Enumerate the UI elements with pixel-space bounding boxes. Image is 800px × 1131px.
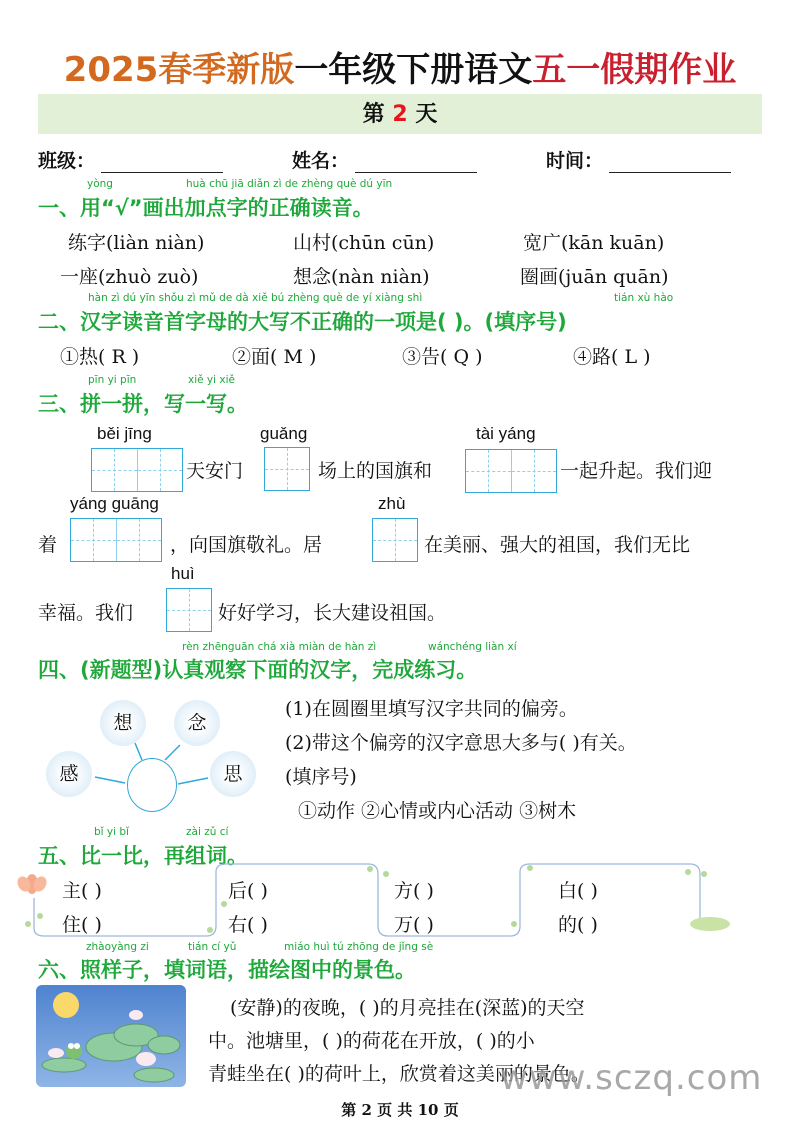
writing-grid-hui[interactable]: [166, 588, 212, 632]
s5-pair-item[interactable]: 住( ): [62, 914, 102, 936]
s3-text: 幸福。我们: [38, 602, 134, 624]
char-bubble: 想: [100, 700, 146, 746]
s3-text: ，向国旗敬礼。居: [170, 534, 323, 556]
prompt-zhu: zhù: [378, 494, 406, 513]
s6-pinyin-b: tián cí yǔ: [188, 941, 237, 953]
day-number: 2: [392, 102, 408, 127]
char-bubble: 思: [210, 751, 256, 797]
s3-pinyin-a: pīn yi pīn: [88, 374, 137, 386]
page-title: [0, 42, 800, 91]
prompt-guang: guǎng: [260, 424, 308, 443]
s6-line-2[interactable]: 中。池塘里，( )的荷花在开放，( )的小: [208, 1030, 535, 1052]
s4-options: ①动作 ②心情或内心活动 ③树木: [298, 800, 577, 822]
s2-pinyin-tail: tián xù hào: [614, 292, 674, 304]
s1-pinyin-b: huà chū jiā diǎn zì de zhèng què dú yīn: [186, 178, 393, 190]
s2-option-1: ①热( R ): [60, 346, 140, 368]
s1-item[interactable]: 宽广(kān kuān): [523, 232, 665, 254]
section2-heading: 二、汉字读音首字母的大写不正确的一项是( )。(填序号): [38, 310, 567, 334]
writing-grid-zhu[interactable]: [372, 518, 418, 562]
s3-text: 在美丽、强大的祖国，我们无比: [424, 534, 691, 556]
day-prefix: 第: [362, 101, 385, 127]
s2-pinyin: hàn zì dú yīn shǒu zì mǔ de dà xiě bú zhèng què de yí xiàng shì: [88, 292, 423, 304]
title-edition: 2025春季新版: [63, 50, 295, 90]
writing-grid-guang[interactable]: [264, 447, 310, 491]
s3-text: 一起升起。我们迎: [560, 460, 713, 482]
s1-item[interactable]: 想念(nàn niàn): [293, 266, 430, 288]
s6-pinyin-a: zhàoyàng zi: [86, 941, 149, 953]
writing-grid-taiyang[interactable]: [465, 449, 557, 493]
s4-question-1: (1)在圆圈里填写汉字共同的偏旁。: [285, 698, 578, 720]
s5-pair-item[interactable]: 万( ): [394, 914, 434, 936]
s5-pair-item[interactable]: 方( ): [394, 880, 434, 902]
section3-heading: 三、拼一拼，写一写。: [38, 392, 248, 416]
title-grade: 一年级下册语文: [294, 50, 533, 90]
s3-text: 着: [38, 534, 58, 556]
s6-line-3[interactable]: 青蛙坐在( )的荷叶上，欣赏着这美丽的景色。: [208, 1063, 590, 1085]
s2-option-4: ④路( L ): [573, 346, 651, 368]
s5-pair-item[interactable]: 主( ): [62, 880, 102, 902]
s5-pair-item[interactable]: 后( ): [228, 880, 268, 902]
char-bubble: 感: [46, 751, 92, 797]
prompt-hui: huì: [171, 564, 195, 583]
class-label: 班级：: [38, 150, 96, 172]
s5-pair-item[interactable]: 的( ): [558, 914, 598, 936]
prompt-taiyang: tài yáng: [476, 424, 536, 443]
name-field[interactable]: [292, 146, 477, 173]
class-blank[interactable]: [101, 152, 223, 173]
s1-item[interactable]: 练字(liàn niàn): [68, 232, 205, 254]
s4-pinyin-tail: wánchéng liàn xí: [428, 641, 517, 653]
section1-heading: 一、用“√”画出加点字的正确读音。: [38, 196, 374, 220]
day-banner: [38, 94, 762, 134]
page-footer: 第 2 页 共 10 页: [341, 1101, 459, 1119]
name-label: 姓名：: [292, 150, 350, 172]
s1-pinyin-a: yòng: [87, 178, 113, 190]
s2-option-2: ②面( M ): [232, 346, 317, 368]
title-holiday: 五一假期作业: [532, 50, 737, 90]
s4-question-2: (2)带这个偏旁的汉字意思大多与( )有关。: [285, 732, 637, 754]
name-blank[interactable]: [355, 152, 477, 173]
s5-pair-item[interactable]: 右( ): [228, 914, 268, 936]
time-blank[interactable]: [609, 152, 731, 173]
s3-text: 天安门: [186, 460, 244, 482]
s4-question-2-note: (填序号): [285, 766, 357, 788]
day-suffix: 天: [415, 101, 438, 127]
s3-text: 场上的国旗和: [318, 460, 433, 482]
s5-pinyin-a: bǐ yi bǐ: [94, 826, 129, 838]
char-bubble: 念: [174, 700, 220, 746]
s5-pair-item[interactable]: 白( ): [558, 880, 598, 902]
writing-grid-beijing[interactable]: [91, 448, 183, 492]
s1-item[interactable]: 山村(chūn cūn): [293, 232, 435, 254]
s3-pinyin-b: xiě yi xiě: [188, 374, 235, 386]
prompt-beijing: běi jīng: [97, 424, 152, 443]
s4-pinyin: rèn zhēnguān chá xià miàn de hàn zì: [182, 641, 377, 653]
class-field[interactable]: [38, 146, 223, 173]
pond-scene-image: [36, 985, 186, 1087]
s1-item[interactable]: 一座(zhuò zuò): [60, 266, 199, 288]
s1-item[interactable]: 圈画(juān quān): [520, 266, 669, 288]
s6-line-1[interactable]: (安静)的夜晚，( )的月亮挂在(深蓝)的天空: [230, 997, 585, 1019]
time-label: 时间：: [546, 150, 604, 172]
s6-pinyin-c: miáo huì tú zhōng de jǐng sè: [284, 941, 434, 953]
lotus-flower-icon: [14, 866, 50, 894]
section6-heading: 六、照样子，填词语，描绘图中的景色。: [38, 958, 416, 982]
s5-pinyin-b: zài zǔ cí: [186, 826, 229, 838]
radical-answer-circle[interactable]: [127, 758, 177, 812]
vine-border: [10, 860, 770, 940]
s3-text: 好好学习，长大建设祖国。: [218, 602, 447, 624]
writing-grid-yangguang[interactable]: [70, 518, 162, 562]
prompt-yangguang: yáng guāng: [70, 494, 159, 513]
time-field[interactable]: [546, 146, 731, 173]
section5-heading: 五、比一比，再组词。: [38, 844, 248, 868]
s2-option-3: ③告( Q ): [402, 346, 483, 368]
section4-heading: 四、(新题型)认真观察下面的汉字，完成练习。: [38, 658, 478, 682]
watermark: www.sczq.com: [500, 1058, 763, 1098]
